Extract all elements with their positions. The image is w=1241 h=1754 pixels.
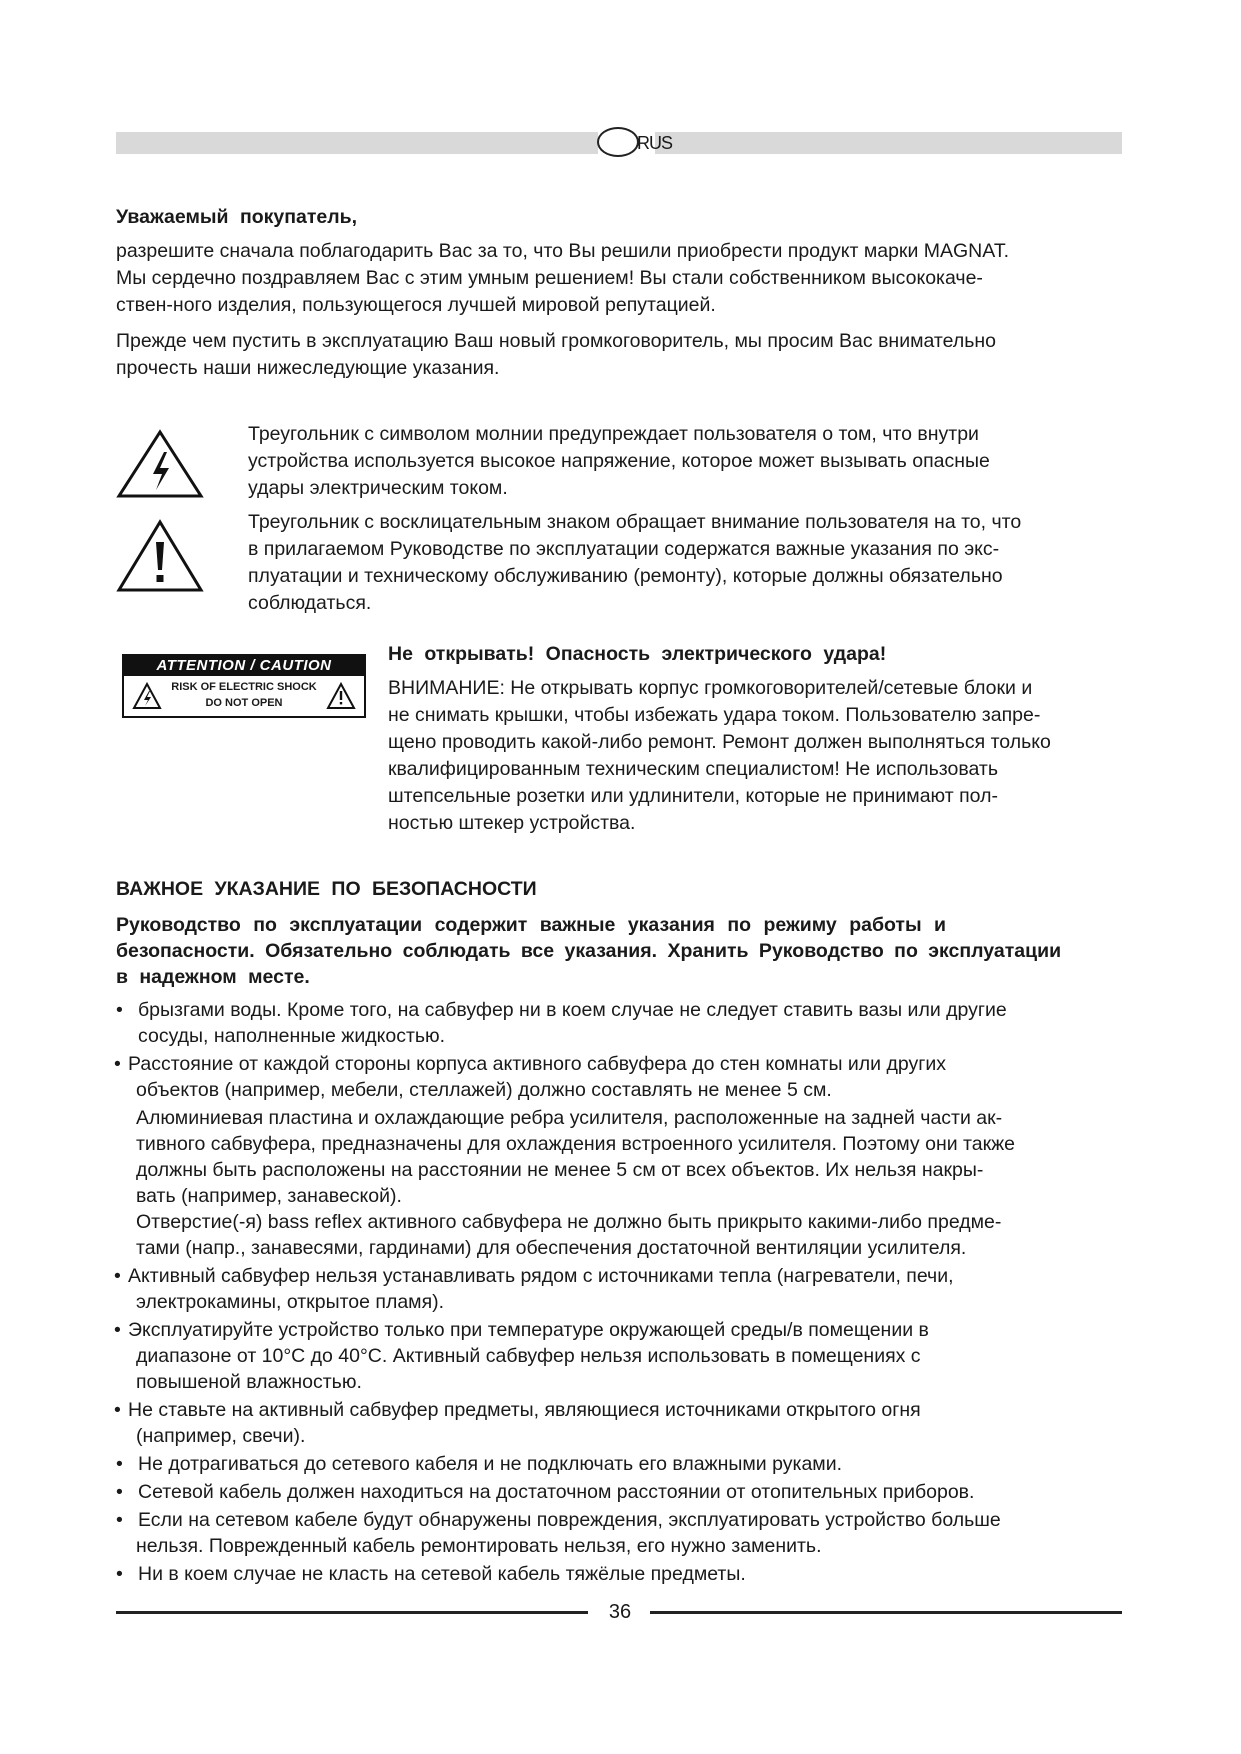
page-number: 36	[608, 1601, 632, 1623]
footer-line-left	[116, 1611, 588, 1614]
bullet-dot: •	[116, 999, 123, 1021]
list-item-line: Если на сетевом кабеле будут обнаружены повреждения, эксплуатировать устройство больше	[138, 1509, 1001, 1531]
list-item-line: Расстояние от каждой стороны корпуса активного сабвуфера до стен комнаты или других	[128, 1053, 946, 1075]
list-item	[112, 997, 1162, 1049]
caution-line-6: ностью штекер устройства.	[388, 812, 636, 834]
caution-line-2: не снимать крышки, чтобы избежать удара током. Пользователю запре-	[388, 704, 1041, 726]
list-item-line: (например, свечи).	[136, 1425, 306, 1447]
safety-heading: ВАЖНОЕ УКАЗАНИЕ ПО БЕЗОПАСНОСТИ	[116, 878, 537, 900]
list-item	[112, 1397, 1162, 1449]
list-item-line: вать (например, занавеской).	[136, 1185, 402, 1207]
greeting-line-3: ствен-ного изделия, пользующегося лучшей мировой репутацией.	[116, 294, 716, 316]
caution-label-line-1: RISK OF ELECTRIC SHOCK	[171, 681, 317, 693]
bullet-dot: •	[116, 1563, 123, 1585]
list-item-line: нельзя. Поврежденный кабель ремонтировать нельзя, его нужно заменить.	[136, 1535, 822, 1557]
lightning-line-2: устройства используется высокое напряжение, которое может вызывать опасные	[248, 450, 990, 472]
greeting-line-4: Прежде чем пустить в эксплуатацию Ваш новый громкоговоритель, мы просим Вас внимательно	[116, 330, 996, 352]
language-code: RUS	[637, 133, 673, 153]
language-badge	[597, 127, 639, 157]
lightning-line-1: Треугольник с символом молнии предупреждает пользователя о том, что внутри	[248, 423, 979, 445]
caution-line-5: штепсельные розетки или удлинители, которые не принимают пол-	[388, 785, 998, 807]
list-item	[112, 1507, 1162, 1559]
list-item-line: Не дотрагиваться до сетевого кабеля и не подключать его влажными руками.	[138, 1453, 842, 1475]
greeting-line-5: прочесть наши нижеследующие указания.	[116, 357, 500, 379]
list-item	[112, 1051, 1162, 1261]
safety-list	[112, 997, 1162, 1589]
list-item-line: объектов (например, мебели, стеллажей) должно составлять не менее 5 см.	[136, 1079, 832, 1101]
greeting-line-1: разрешите сначала поблагодарить Вас за то, что Вы решили приобрести продукт марки MAGNAT.	[116, 240, 1009, 262]
bullet-dot: •	[116, 1509, 123, 1531]
list-item-line: Не ставьте на активный сабвуфер предметы, являющиеся источниками открытого огня	[128, 1399, 921, 1421]
list-item-line: Сетевой кабель должен находиться на достаточном расстоянии от отопительных приборов.	[138, 1481, 975, 1503]
caution-line-3: щено проводить какой-либо ремонт. Ремонт должен выполняться только	[388, 731, 1051, 753]
lightning-line-3: удары электрическим током.	[248, 477, 508, 499]
list-item-line: тами (напр., занавесями, гардинами) для обеспечения достаточной вентиляции усилителя.	[136, 1237, 967, 1259]
bullet-dot: •	[116, 1481, 123, 1503]
list-item-line: Ни в коем случае не класть на сетевой кабель тяжёлые предметы.	[138, 1563, 746, 1585]
safety-intro-line-3: в надежном месте.	[116, 966, 310, 988]
list-item	[112, 1317, 1162, 1395]
list-item-line: должны быть расположены на расстоянии не менее 5 см от всех объектов. Их нельзя накры-	[136, 1159, 984, 1181]
lightning-small-icon	[132, 682, 162, 710]
caution-title: Не открывать! Опасность электрического удара!	[388, 643, 887, 665]
header-bar-left	[116, 132, 598, 154]
list-item-line: сосуды, наполненные жидкостью.	[138, 1025, 446, 1047]
bullet-dot: •	[114, 1265, 121, 1287]
exclamation-small-icon	[326, 682, 356, 710]
exclamation-warning-icon	[115, 518, 205, 594]
caution-line-4: квалифицированным техническим специалистом! Не использовать	[388, 758, 998, 780]
exclamation-line-4: соблюдаться.	[248, 592, 372, 614]
list-item-line: Отверстие(-я) bass reflex активного сабвуфера не должно быть прикрыто какими-либо предме-	[136, 1211, 1002, 1233]
greeting-title: Уважаемый покупатель,	[116, 206, 358, 228]
caution-label	[122, 654, 366, 718]
list-item	[112, 1451, 1162, 1477]
list-item-line: электрокамины, открытое пламя).	[136, 1291, 445, 1313]
bullet-dot: •	[116, 1453, 123, 1475]
list-item	[112, 1263, 1162, 1315]
list-item-line: Активный сабвуфер нельзя устанавливать рядом с источниками тепла (нагреватели, печи,	[128, 1265, 954, 1287]
exclamation-line-2: в прилагаемом Руководстве по эксплуатации содержатся важные указания по экс-	[248, 538, 1000, 560]
list-item	[112, 1479, 1162, 1505]
list-item-line: Алюминиевая пластина и охлаждающие ребра усилителя, расположенные на задней части ак-	[136, 1107, 1003, 1129]
list-item-line: диапазоне от 10°С до 40°С. Активный сабвуфер нельзя использовать в помещениях с	[136, 1345, 921, 1367]
bullet-dot: •	[114, 1319, 121, 1341]
bullet-dot: •	[114, 1053, 121, 1075]
lightning-warning-icon	[115, 428, 205, 500]
caution-line-1: ВНИМАНИЕ: Не открывать корпус громкоговорителей/сетевые блоки и	[388, 677, 1033, 699]
bullet-dot: •	[114, 1399, 121, 1421]
header-bar-right	[655, 132, 1122, 154]
caution-label-title: ATTENTION / CAUTION	[124, 656, 364, 676]
list-item-line: брызгами воды. Кроме того, на сабвуфер ни в коем случае не следует ставить вазы или другие	[138, 999, 1007, 1021]
caution-label-line-2: DO NOT OPEN	[205, 697, 283, 709]
exclamation-line-3: плуатации и техническому обслуживанию (ремонту), которые должны обязательно	[248, 565, 1003, 587]
greeting-line-2: Мы сердечно поздравляем Вас с этим умным решением! Вы стали собственником высококаче-	[116, 267, 983, 289]
exclamation-line-1: Треугольник с восклицательным знаком обращает внимание пользователя на то, что	[248, 511, 1022, 533]
list-item-line: Эксплуатируйте устройство только при температуре окружающей среды/в помещении в	[128, 1319, 929, 1341]
list-item	[112, 1561, 1162, 1587]
safety-intro-line-1: Руководство по эксплуатации содержит важные указания по режиму работы и	[116, 914, 947, 936]
list-item-line: тивного сабвуфера, предназначены для охлаждения встроенного усилителя. Поэтому они также	[136, 1133, 1015, 1155]
safety-intro-line-2: безопасности. Обязательно соблюдать все указания. Хранить Руководство по эксплуатации	[116, 940, 1062, 962]
footer-line-right	[650, 1611, 1122, 1614]
list-item-line: повышеной влажностью.	[136, 1371, 362, 1393]
